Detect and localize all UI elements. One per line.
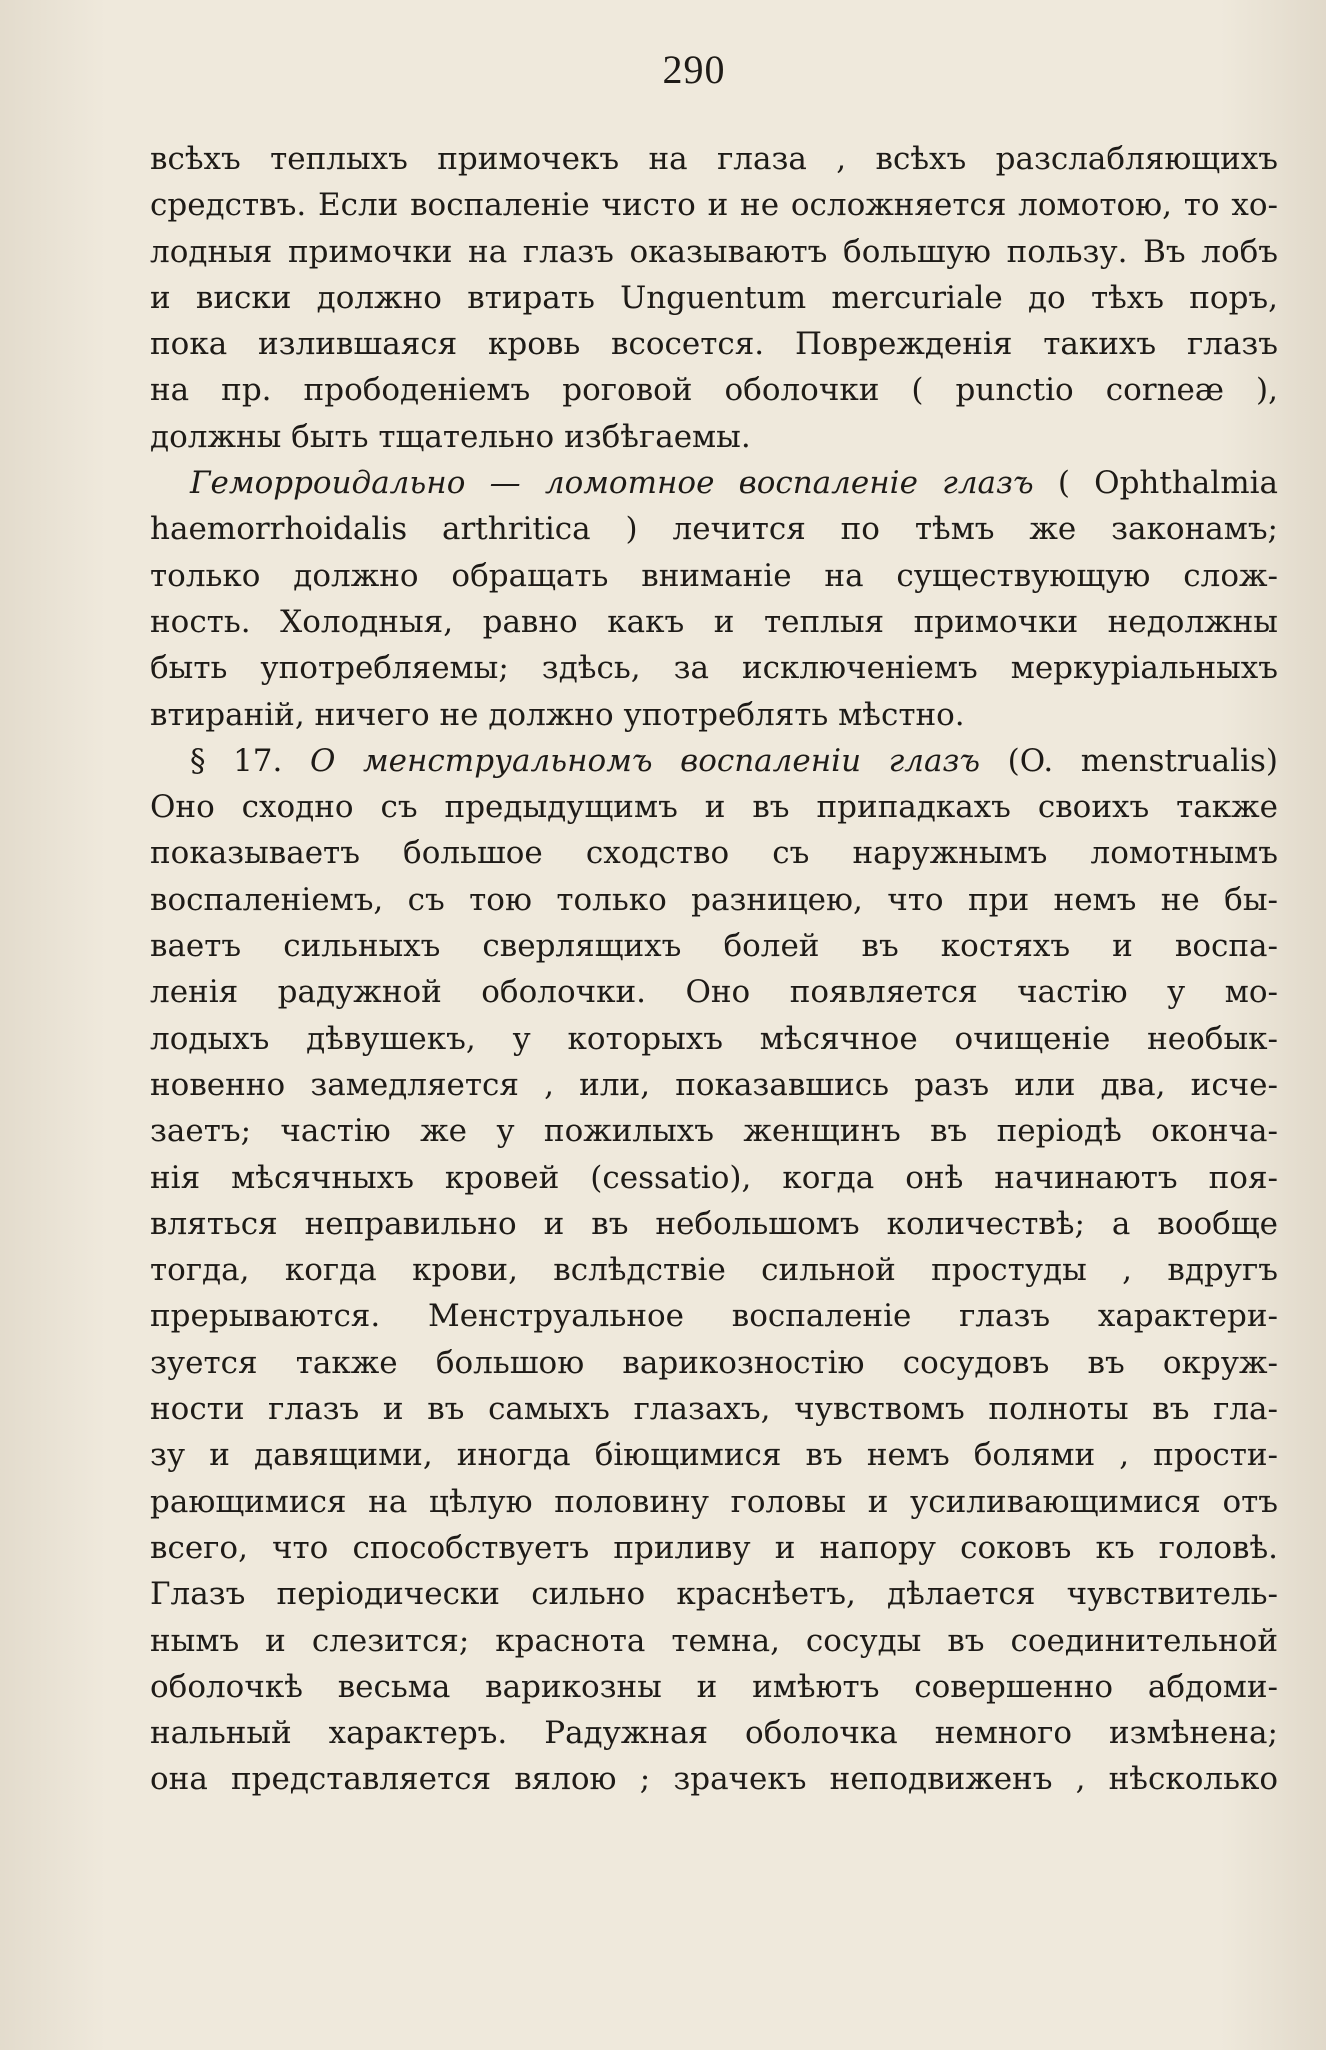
text-line: на пр. прободеніемъ роговой оболочки ( punctio corneæ ), [150,372,1278,409]
text-line: всего, что способствуетъ приливу и напору соковъ къ головѣ. [150,1529,1278,1566]
text-line: нальный характеръ. Радужная оболочка немного измѣнена; [150,1715,1278,1752]
text-line: haemorrhoidalis arthritica ) лечится по тѣмъ же законамъ; [150,511,1278,548]
text-line: заетъ; частію же у пожилыхъ женщинъ въ періодѣ оконча- [150,1113,1278,1150]
text-line: лодыхъ дѣвушекъ, у которыхъ мѣсячное очищеніе необык- [150,1020,1278,1057]
text-line: нія мѣсячныхъ кровей (cessatio), когда онѣ начинаютъ поя- [150,1159,1278,1196]
text-line: нымъ и слезится; краснота темна, сосуды въ соединительной [150,1622,1278,1659]
text-line: только должно обращать вниманіе на существующую слож- [150,557,1278,594]
italic-heading: О менструальномъ воспаленіи глазъ [309,742,981,779]
text-line: пока излившаяся кровь всосется. Поврежденія такихъ глазъ [150,326,1278,363]
text-line: Оно сходно съ предыдущимъ и въ припадкахъ своихъ также [150,789,1278,826]
text-line: оболочкѣ весьма варикозны и имѣютъ совершенно абдоми- [150,1668,1278,1705]
text-span: (O. menstrualis) [980,742,1278,779]
text-span: ( Ophthalmia [1033,465,1278,502]
text-line: показываетъ большое сходство съ наружнымъ ломотнымъ [150,835,1278,872]
text-line: тогда, когда крови, вслѣдствіе сильной простуды , вдругъ [150,1252,1278,1289]
text-line [150,460,1278,506]
text-line: лодныя примочки на глазъ оказываютъ большую пользу. Въ лобъ [150,233,1278,270]
text-line: должны быть тщательно избѣгаемы. [150,418,751,455]
text-line [150,738,1278,784]
text-line: ленія радужной оболочки. Оно появляется частію у мо- [150,974,1278,1011]
text-line: она представляется вялою ; зрачекъ неподвиженъ , нѣсколько [150,1761,1278,1798]
text-line: ности глазъ и въ самыхъ глазахъ, чувствомъ полноты въ гла- [150,1391,1278,1428]
body-text [150,136,1278,1803]
text-line: втираній, ничего не должно употреблять мѣстно. [150,696,965,733]
italic-heading: Геморроидально — ломотное воспаленіе глазъ [190,465,1034,502]
page-number: 290 [662,47,726,92]
text-line: воспаленіемъ, съ тою только разницею, что при немъ не бы- [150,881,1278,918]
text-line: Глазъ періодически сильно краснѣетъ, дѣлается чувствитель- [150,1576,1278,1613]
text-line: рающимися на цѣлую половину головы и усиливающимися отъ [150,1483,1278,1520]
text-span: § 17. [190,742,310,779]
text-line: вляться неправильно и въ небольшомъ количествѣ; а вообще [150,1205,1278,1242]
text-line: новенно замедляется , или, показавшись разъ или два, исче- [150,1066,1278,1103]
text-line: быть употребляемы; здѣсь, за исключеніемъ меркуріальныхъ [150,650,1278,687]
text-line: зуется также большою варикозностію сосудовъ въ окруж- [150,1344,1278,1381]
text-line: ность. Холодныя, равно какъ и теплыя примочки недолжны [150,603,1278,640]
text-line: ваетъ сильныхъ сверлящихъ болей въ костяхъ и воспа- [150,928,1278,965]
text-line: средствъ. Если воспаленіе чисто и не осложняется ломотою, то хо- [150,187,1278,224]
text-line: зу и давящими, иногда біющимися въ немъ болями , прости- [150,1437,1278,1474]
text-line: всѣхъ теплыхъ примочекъ на глаза , всѣхъ разслабляющихъ [150,141,1278,177]
text-line: и виски должно втирать Unguentum mercuriale до тѣхъ поръ, [150,279,1278,316]
text-line: прерываются. Менструальное воспаленіе глазъ характери- [150,1298,1278,1335]
